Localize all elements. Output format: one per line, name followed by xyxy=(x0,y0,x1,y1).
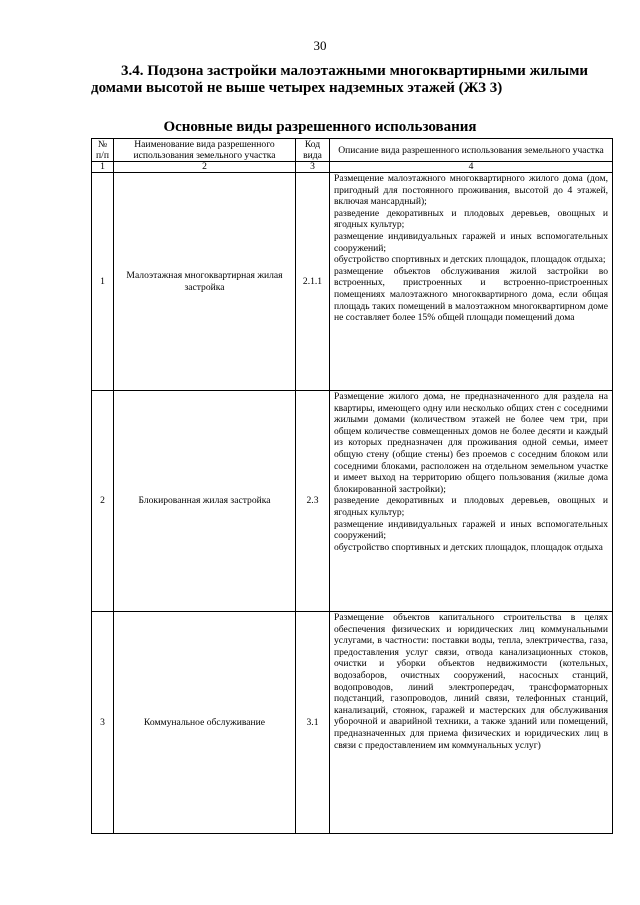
desc-paragraph: Размещение малоэтажного многоквартирного жилого дома (дом, пригодный для постоянного проживания, высотой до 4 этажей, включая мансардный); xyxy=(334,173,608,208)
column-number: 3 xyxy=(296,162,330,173)
row-desc xyxy=(330,391,613,612)
row-num: 1 xyxy=(92,173,114,391)
table-row xyxy=(92,391,613,612)
desc-paragraph: обустройство спортивных и детских площадок, площадок отдыха; xyxy=(334,254,606,266)
row-name: Малоэтажная многоквартирная жилая застройка xyxy=(114,173,296,391)
desc-paragraph: разведение декоративных и плодовых деревьев, овощных и ягодных культур; xyxy=(334,495,608,518)
row-num: 2 xyxy=(92,391,114,612)
column-number: 2 xyxy=(114,162,296,173)
page-number: 30 xyxy=(313,38,327,53)
row-code: 2.1.1 xyxy=(296,173,330,391)
desc-paragraph: обустройство спортивных и детских площадок, площадок отдыха xyxy=(334,541,603,553)
column-number: 4 xyxy=(330,162,613,173)
row-desc xyxy=(330,612,613,834)
row-name: Коммунальное обслуживание xyxy=(114,612,296,834)
column-number-row xyxy=(92,162,613,173)
section-title: 3.4. Подзона застройки малоэтажными многоквартирными жилыми домами высотой не выше четырех надземных этажей (ЖЗ 3) xyxy=(91,63,589,96)
table-row xyxy=(92,173,613,391)
desc-paragraph: размещение индивидуальных гаражей и иных вспомогательных сооружений; xyxy=(334,230,608,254)
header-code: Код вида xyxy=(296,139,330,162)
desc-paragraph: размещение объектов обслуживания жилой застройки во встроенных, пристроенных и встроенно-пристроенных помещениях малоэтажного многоквартирного дома, если общая площадь таких помещений в малоэтажном многоквартирном доме не составляет более 15% общей площади помещений дома xyxy=(334,265,608,324)
header-name: Наименование вида разрешенного использования земельного участка xyxy=(114,139,296,162)
table-row xyxy=(92,612,613,834)
table-header-row xyxy=(92,139,613,162)
header-num: № п/п xyxy=(92,139,114,162)
row-name: Блокированная жилая застройка xyxy=(114,391,296,612)
column-number: 1 xyxy=(92,162,114,173)
desc-paragraph: Размещение объектов капитального строительства в целях обеспечения физических и юридических лиц коммунальными услугами, в частности: поставки воды, тепла, электричества, газа, предоставления услуг связи, отвода канализационных стоков, очистки и уборки объектов недвижимости (котельных, водозаборов, очистных сооружений, насосных станций, водопроводов, линий электропередач, трансформаторных подстанций, газопроводов, линий связи, телефонных станций, канализаций, стоянок, гаражей и мастерских для обслуживания уборочной и аварийной техники, а также зданий или помещений, предназначенных для приема физических и юридических лиц в связи с предоставлением им коммунальных услуг) xyxy=(334,612,608,751)
row-desc xyxy=(330,173,613,391)
row-code: 3.1 xyxy=(296,612,330,834)
desc-paragraph: Размещение жилого дома, не предназначенного для раздела на квартиры, имеющего одну или несколько общих стен с соседними жилыми домами (количеством этажей не более чем три, при общем количестве совмещенных домов не более десяти и каждый из которых предназначен для проживания одной семьи, имеет общую стену (общие стены) без проемов с соседним блоком или соседними блоками, расположен на отдельном земельном участке и имеет выход на территорию общего пользования (жилые дома блокированной застройки); xyxy=(334,391,608,495)
permitted-use-table xyxy=(91,138,613,834)
table-title: Основные виды разрешенного использования xyxy=(163,119,477,135)
header-desc: Описание вида разрешенного использования земельного участка xyxy=(330,139,613,162)
desc-paragraph: размещение индивидуальных гаражей и иных вспомогательных сооружений; xyxy=(334,518,608,542)
row-code: 2.3 xyxy=(296,391,330,612)
desc-paragraph: разведение декоративных и плодовых деревьев, овощных и ягодных культур; xyxy=(334,207,608,231)
row-num: 3 xyxy=(92,612,114,834)
